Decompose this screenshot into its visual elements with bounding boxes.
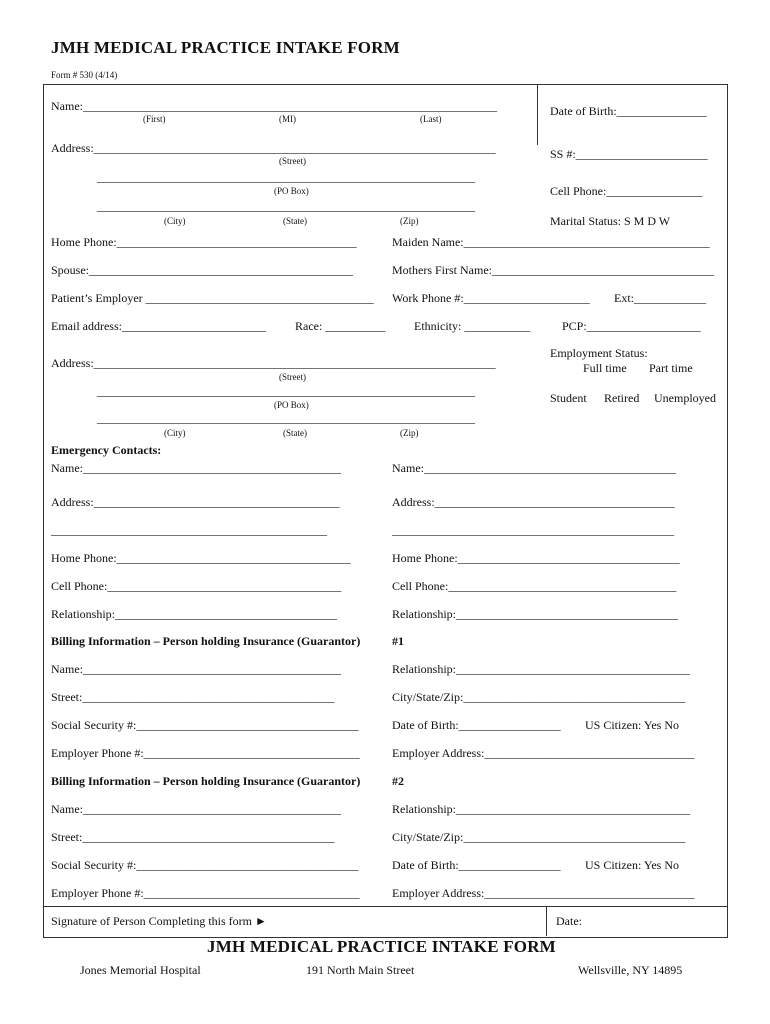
employer-zip-label: (Zip): [400, 428, 419, 438]
billing-2-heading: Billing Information – Person holding Insurance (Guarantor): [51, 774, 361, 788]
patient-name-field[interactable]: Name:_____________________________________________________________________: [51, 99, 497, 113]
ss-field[interactable]: SS #:______________________: [550, 147, 708, 161]
billing-1-us-citizen[interactable]: US Citizen: Yes No: [585, 718, 680, 732]
emergency-address-line-2[interactable]: _______________________________________________: [392, 523, 674, 537]
employer-state-label: (State): [283, 428, 307, 438]
emergency-name-1[interactable]: Name:___________________________________________: [51, 461, 341, 475]
maiden-name-field[interactable]: Maiden Name:_________________________________________: [392, 235, 710, 249]
form-title: JMH MEDICAL PRACTICE INTAKE FORM: [51, 38, 400, 57]
first-label: (First): [143, 114, 166, 124]
billing-2-employer-phone[interactable]: Employer Phone #:____________________________________: [51, 886, 360, 900]
emergency-relationship-1[interactable]: Relationship:_____________________________________: [51, 607, 337, 621]
emergency-relationship-2[interactable]: Relationship:_____________________________________: [392, 607, 678, 621]
emergency-home-phone-1[interactable]: Home Phone:_______________________________________: [51, 551, 351, 565]
dob-field[interactable]: Date of Birth:_______________: [550, 104, 707, 118]
mothers-name-field[interactable]: Mothers First Name:_____________________________________: [392, 263, 714, 277]
student-option[interactable]: Student: [550, 391, 587, 405]
emergency-heading: Emergency Contacts:: [51, 443, 162, 457]
ext-field[interactable]: Ext:____________: [614, 291, 706, 305]
billing-2-city-state-zip[interactable]: City/State/Zip:_____________________________________: [392, 830, 686, 844]
race-field[interactable]: Race: __________: [295, 319, 386, 333]
dob-divider: [537, 85, 538, 145]
billing-1-dob[interactable]: Date of Birth:_________________: [392, 718, 561, 732]
city-label: (City): [164, 216, 186, 226]
retired-option[interactable]: Retired: [604, 391, 640, 405]
billing-1-city-state-zip[interactable]: City/State/Zip:_____________________________________: [392, 690, 686, 704]
employer-address-field[interactable]: Address:___________________________________________________________________: [51, 356, 496, 370]
emergency-name-2[interactable]: Name:__________________________________________: [392, 461, 676, 475]
po-box-label: (PO Box): [274, 186, 309, 196]
billing-1-number: #1: [392, 634, 404, 648]
employment-status-label: Employment Status:: [550, 346, 648, 360]
signature-divider: [546, 906, 547, 936]
spouse-field[interactable]: Spouse:____________________________________________: [51, 263, 354, 277]
footer-city: Wellsville, NY 14895: [578, 963, 683, 977]
employer-city-label: (City): [164, 428, 186, 438]
footer-hospital: Jones Memorial Hospital: [80, 963, 201, 977]
emergency-address-line-1[interactable]: ______________________________________________: [51, 523, 327, 537]
billing-2-employer-address[interactable]: Employer Address:___________________________________: [392, 886, 695, 900]
employer-city-line[interactable]: _______________________________________________________________: [97, 411, 475, 425]
marital-status[interactable]: Marital Status: S M D W: [550, 214, 671, 228]
signature-date-field[interactable]: Date:: [556, 914, 582, 928]
po-line[interactable]: _______________________________________________________________: [97, 170, 475, 184]
zip-label: (Zip): [400, 216, 419, 226]
pcp-field[interactable]: PCP:___________________: [562, 319, 701, 333]
form-number: Form # 530 (4/14): [51, 70, 118, 80]
billing-2-relationship[interactable]: Relationship:_______________________________________: [392, 802, 690, 816]
employer-street-label: (Street): [279, 372, 306, 382]
employer-po-line[interactable]: _______________________________________________________________: [97, 384, 475, 398]
billing-1-name[interactable]: Name:___________________________________________: [51, 662, 341, 676]
billing-2-us-citizen[interactable]: US Citizen: Yes No: [585, 858, 680, 872]
full-time-option[interactable]: Full time: [583, 361, 627, 375]
email-field[interactable]: Email address:________________________: [51, 319, 266, 333]
emergency-cell-phone-2[interactable]: Cell Phone:______________________________________: [392, 579, 677, 593]
emergency-home-phone-2[interactable]: Home Phone:_____________________________________: [392, 551, 680, 565]
last-label: (Last): [420, 114, 442, 124]
employer-field[interactable]: Patient’s Employer ______________________________________: [51, 291, 374, 305]
address-field[interactable]: Address:___________________________________________________________________: [51, 141, 496, 155]
ethnicity-field[interactable]: Ethnicity: ___________: [414, 319, 531, 333]
footer-street: 191 North Main Street: [306, 963, 415, 977]
emergency-address-2[interactable]: Address:________________________________________: [392, 495, 675, 509]
billing-1-employer-address[interactable]: Employer Address:___________________________________: [392, 746, 695, 760]
street-label: (Street): [279, 156, 306, 166]
state-label: (State): [283, 216, 307, 226]
employer-po-box-label: (PO Box): [274, 400, 309, 410]
emergency-address-1[interactable]: Address:_________________________________________: [51, 495, 340, 509]
billing-2-name[interactable]: Name:___________________________________________: [51, 802, 341, 816]
billing-1-ssn[interactable]: Social Security #:_____________________________________: [51, 718, 359, 732]
signature-field[interactable]: Signature of Person Completing this form ►: [51, 914, 267, 928]
billing-1-relationship[interactable]: Relationship:_______________________________________: [392, 662, 690, 676]
mi-label: (MI): [279, 114, 296, 124]
billing-2-ssn[interactable]: Social Security #:_____________________________________: [51, 858, 359, 872]
billing-1-street[interactable]: Street:__________________________________________: [51, 690, 335, 704]
billing-1-employer-phone[interactable]: Employer Phone #:____________________________________: [51, 746, 360, 760]
billing-2-street[interactable]: Street:__________________________________________: [51, 830, 335, 844]
billing-2-dob[interactable]: Date of Birth:_________________: [392, 858, 561, 872]
unemployed-option[interactable]: Unemployed: [654, 391, 716, 405]
billing-1-heading: Billing Information – Person holding Insurance (Guarantor): [51, 634, 361, 648]
home-phone-field[interactable]: Home Phone:________________________________________: [51, 235, 357, 249]
cell-phone-field[interactable]: Cell Phone:________________: [550, 184, 703, 198]
city-line[interactable]: _______________________________________________________________: [97, 199, 475, 213]
work-phone-field[interactable]: Work Phone #:_____________________: [392, 291, 590, 305]
emergency-cell-phone-1[interactable]: Cell Phone:_______________________________________: [51, 579, 342, 593]
billing-2-number: #2: [392, 774, 404, 788]
footer-title: JMH MEDICAL PRACTICE INTAKE FORM: [207, 937, 556, 956]
part-time-option[interactable]: Part time: [649, 361, 693, 375]
